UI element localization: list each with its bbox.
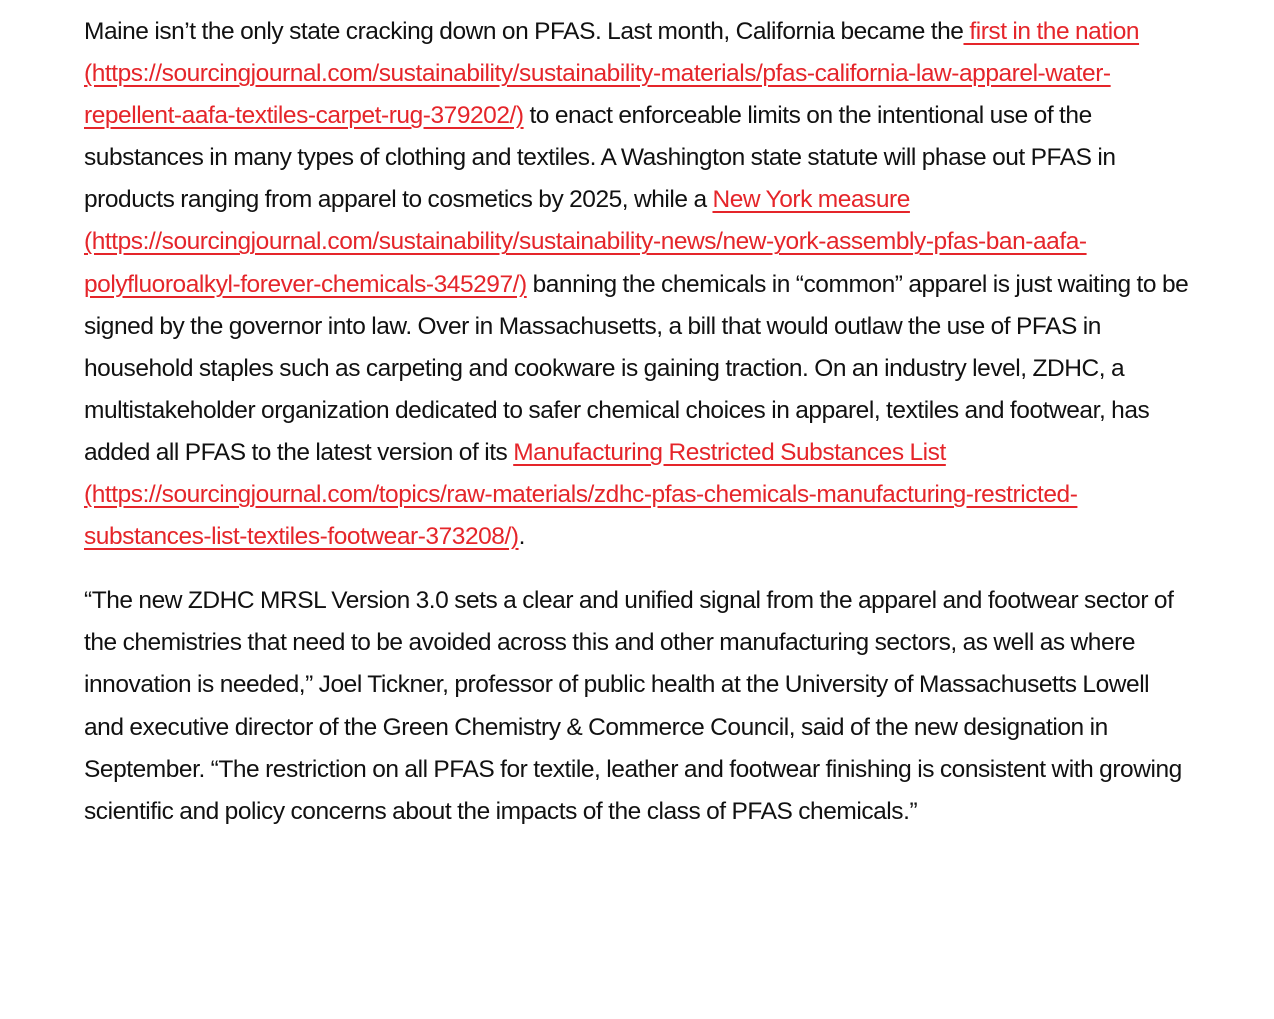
link-url: (https://sourcingjournal.com/sustainability/sustainability-materials/pfas-california-law-apparel-water-repellent-aafa-textiles-carpet-rug-379202/) xyxy=(84,60,1111,130)
paragraph-quote-tickner: “The new ZDHC MRSL Version 3.0 sets a clear and unified signal from the apparel and footwear sector of the chemistries that need to be avoided across this and other manufacturing sectors, as well as where innovation is needed,” Joel Tickner, professor of public health at the University of Massachusetts Lowell and executive director of the Green Chemistry & Commerce Council, said of the new designation in September. “The restriction on all PFAS for textile, leather and footwear finishing is consistent with growing scientific and policy concerns about the impacts of the class of PFAS chemicals.” xyxy=(84,587,1182,825)
paragraph-text: to enact enforceable limits on the intentional use of the substances in many types of clothing and textiles. A Washington state statute will phase out PFAS in products ranging from apparel to cosmetics by 2025, while a xyxy=(84,102,1116,214)
link-text: Manufacturing Restricted Substances List xyxy=(513,438,946,466)
paragraph-text: banning the chemicals in “common” apparel is just waiting to be signed by the governor into law. Over in Massachusetts, a bill that would outlaw the use of PFAS in household staples such as carpeting and cookware is gaining traction. On an industry level, ZDHC, a multistakeholder organization dedicated to safer chemical choices in apparel, textiles and footwear, has added all PFAS to the latest version of its xyxy=(84,270,1189,466)
link-text: New York measure xyxy=(712,186,910,214)
link-url: (https://sourcingjournal.com/sustainability/sustainability-news/new-york-assembly-pfas-ban-aafa-polyfluoroalkyl-forever-chemicals-345297/) xyxy=(84,228,1087,298)
article-body xyxy=(84,11,1190,855)
paragraph-pfas-laws xyxy=(84,11,1190,558)
paragraph-text: Maine isn’t the only state cracking down on PFAS. Last month, California became the xyxy=(84,18,964,45)
link-url: (https://sourcingjournal.com/topics/raw-materials/zdhc-pfas-chemicals-manufacturing-restricted-substances-list-textiles-footwear-373208/) xyxy=(84,481,1078,551)
paragraph-text: . xyxy=(518,523,525,551)
link-text: first in the nation xyxy=(963,18,1140,45)
